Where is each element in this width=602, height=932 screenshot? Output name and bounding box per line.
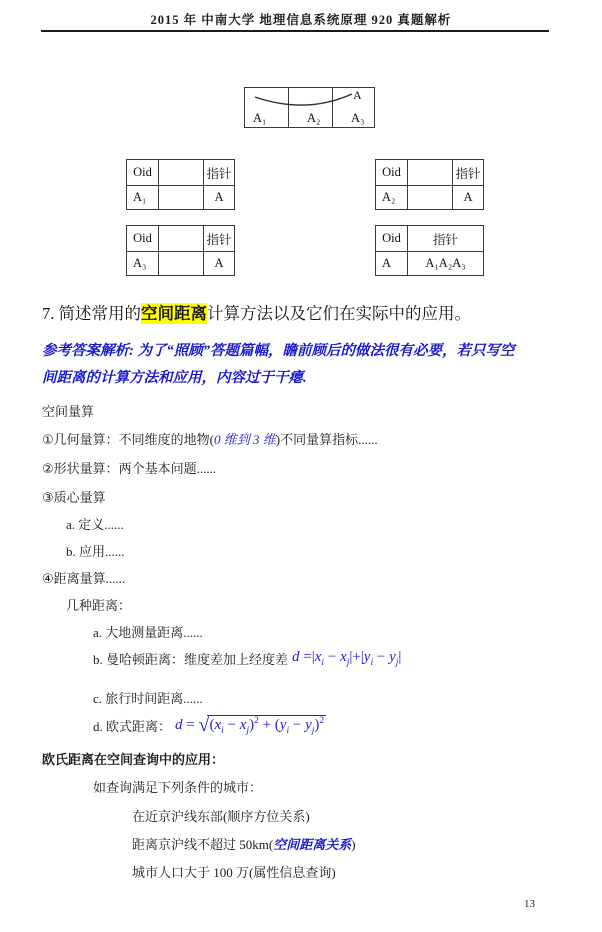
arc-cell-a2: A₂ [307, 111, 321, 125]
formula-radicand: $(x_i - x_j)^2 + (y_i - y_j)^2$ [209, 716, 325, 736]
outline-line-distance: ④距离量算...... [42, 571, 126, 586]
table-cell: A₃ [127, 252, 159, 276]
table-cell: A₁A₂A₃ [408, 252, 484, 276]
outline-line-geodesic: a. 大地测量距离...... [93, 625, 203, 640]
outline-line-definition: a. 定义...... [66, 517, 124, 532]
table-header-cell [159, 226, 204, 252]
outline-line-shape: ②形状量算：两个基本问题...... [42, 461, 217, 476]
manhattan-formula: $d =|x_i - x_j|+|y_i - y_j|$ [292, 649, 402, 668]
table-cell: A [204, 186, 235, 210]
oid-pointer-summary-table [375, 225, 484, 276]
text-segment: 距离京沪线不超过 50km( [132, 837, 274, 852]
outline-line-direction: 在近京沪线东部(顺序方位关系) [132, 809, 310, 824]
outline-line-population: 城市人口大于 100 万(属性信息查询) [132, 865, 336, 880]
outline-line-distance-relation [132, 834, 356, 853]
outline-line-measure: 空间量算 [42, 404, 95, 419]
oid-table-a3 [126, 225, 235, 276]
question-prefix: 7. 简述常用的 [42, 304, 141, 323]
page-header-title: 2015 年 中南大学 地理信息系统原理 920 真题解析 [150, 13, 452, 27]
arc-cell-a3: A₃ [351, 111, 365, 125]
table-header-cell: 指针 [204, 226, 235, 252]
euclidean-formula [175, 714, 326, 737]
text-segment: ①几何量算：不同维度的地物( [42, 432, 214, 447]
table-header-cell: Oid [127, 160, 159, 186]
table-header-cell: 指针 [408, 226, 484, 252]
page-number: 13 [524, 898, 535, 910]
outline-line-kinds: 几种距离： [66, 598, 132, 613]
spatial-distance-relation-text: 空间距离关系 [273, 837, 352, 852]
answer-note-line1: 参考答案解析: 为了“照顾”答题篇幅，瞻前顾后的做法很有必要，若只写空 [42, 343, 515, 359]
outline-line-euclidean [93, 714, 326, 737]
outline-line-euclid-application: 欧氏距离在空间查询中的应用： [42, 752, 225, 767]
question-title [42, 300, 471, 324]
manhattan-label: b. 曼哈顿距离：维度差加上经度差 [93, 652, 289, 667]
table-cell [408, 186, 453, 210]
outline-line-travel-time: c. 旅行时间距离...... [93, 691, 203, 706]
highlight-term: 空间距离 [141, 304, 207, 323]
oid-table-a1 [126, 159, 235, 210]
arc-label-a: A [353, 88, 362, 102]
arc-diagram [244, 87, 375, 128]
table-header-cell: Oid [127, 226, 159, 252]
question-suffix: 计算方法以及它们在实际中的应用。 [207, 304, 471, 323]
euclidean-label: d. 欧式距离： [93, 719, 172, 734]
outline-line-centroid: ③质心量算 [42, 490, 106, 505]
formula-lead: d = [175, 717, 199, 733]
oid-table-a2 [375, 159, 484, 210]
outline-line-query: 如查询满足下列条件的城市： [93, 780, 263, 795]
table-cell: A [204, 252, 235, 276]
table-header-cell [408, 160, 453, 186]
dimension-range-text: 0 维到 3 维 [213, 432, 276, 447]
table-cell: A [453, 186, 484, 210]
outline-line-application: b. 应用...... [66, 544, 125, 559]
table-header-cell: Oid [376, 226, 408, 252]
table-cell: A [376, 252, 408, 276]
table-cell [159, 186, 204, 210]
table-cell: A₂ [376, 186, 408, 210]
sqrt-icon: √ [198, 714, 210, 736]
table-header-cell: 指针 [453, 160, 484, 186]
table-cell [159, 252, 204, 276]
header-rule [41, 30, 549, 32]
outline-line-geometry [42, 429, 378, 448]
arc-cell-a1: A₁ [253, 111, 267, 125]
table-header-cell: Oid [376, 160, 408, 186]
text-segment: )不同量算指标...... [275, 432, 378, 447]
outline-line-manhattan [93, 649, 401, 668]
table-header-cell: 指针 [204, 160, 235, 186]
answer-note-line2: 间距离的计算方法和应用，内容过于干瘪. [42, 370, 307, 386]
table-header-cell [159, 160, 204, 186]
table-cell: A₁ [127, 186, 159, 210]
text-segment: ) [351, 837, 356, 852]
